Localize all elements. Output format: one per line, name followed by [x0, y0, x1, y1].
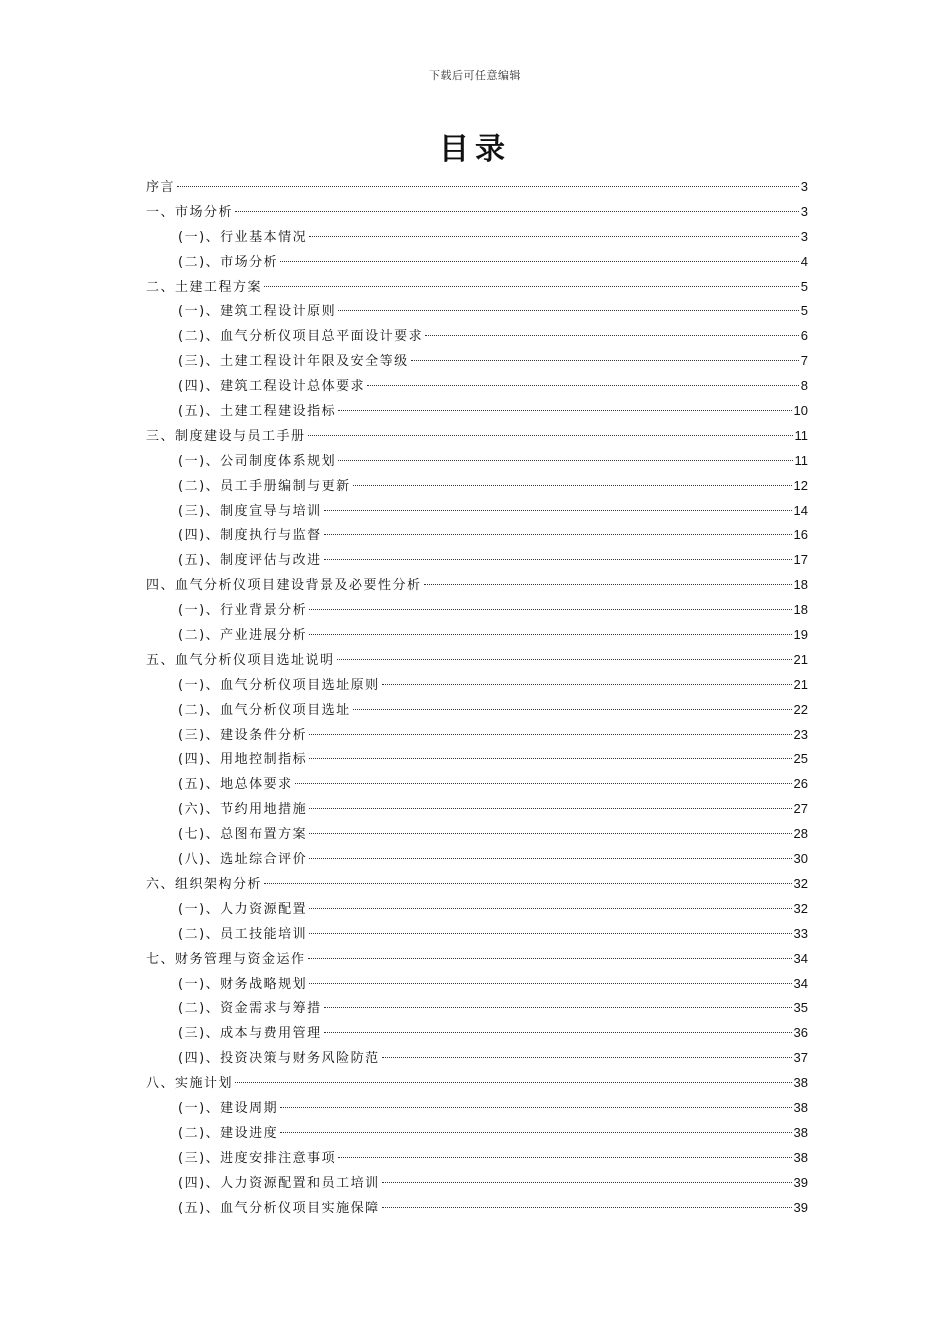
- toc-page-number: 28: [793, 826, 808, 842]
- toc-dot-leader: [382, 684, 792, 685]
- toc-page-number: 27: [793, 801, 808, 817]
- toc-page-number: 32: [793, 875, 808, 891]
- toc-dot-leader: [309, 808, 791, 809]
- toc-entry-text: (一)、人力资源配置: [178, 901, 308, 917]
- toc-title: 目录: [439, 132, 511, 167]
- toc-page-number: 38: [793, 1075, 808, 1091]
- toc-entry[interactable]: [146, 324, 808, 349]
- toc-entry-text: (二)、产业进展分析: [178, 628, 308, 644]
- toc-entry-text: (三)、建设条件分析: [178, 727, 308, 743]
- toc-entry-text: 二、土建工程方案: [146, 279, 263, 295]
- toc-page-number: 8: [800, 378, 808, 394]
- toc-entry[interactable]: [146, 1171, 808, 1196]
- toc-dot-leader: [309, 833, 791, 834]
- toc-page-number: 12: [793, 477, 808, 493]
- toc-dot-leader: [324, 510, 792, 511]
- toc-entry-text: (一)、财务战略规划: [178, 976, 308, 992]
- toc-dot-leader: [411, 360, 799, 361]
- toc-entry-text: 六、组织架构分析: [146, 876, 263, 892]
- toc-page-number: 37: [793, 1050, 808, 1066]
- toc-entry[interactable]: [146, 698, 808, 723]
- toc-entry-text: (六)、节约用地措施: [178, 802, 308, 818]
- toc-entry[interactable]: [146, 1196, 808, 1221]
- toc-list: [146, 175, 808, 1220]
- toc-page-number: 38: [793, 1149, 808, 1165]
- toc-entry-text: 三、制度建设与员工手册: [146, 428, 306, 444]
- toc-page-number: 23: [793, 726, 808, 742]
- toc-entry[interactable]: [146, 250, 808, 275]
- toc-entry-text: (一)、行业基本情况: [178, 229, 308, 245]
- toc-dot-leader: [309, 908, 791, 909]
- toc-entry[interactable]: [146, 349, 808, 374]
- toc-entry-text: (五)、制度评估与改进: [178, 553, 322, 569]
- toc-entry-text: (二)、市场分析: [178, 254, 279, 270]
- toc-page-number: 38: [793, 1124, 808, 1140]
- toc-dot-leader: [235, 211, 799, 212]
- toc-page-number: 39: [793, 1174, 808, 1190]
- toc-dot-leader: [324, 1007, 792, 1008]
- toc-entry-text: (五)、地总体要求: [178, 777, 293, 793]
- toc-page-number: 3: [800, 228, 808, 244]
- toc-dot-leader: [309, 858, 791, 859]
- toc-dot-leader: [177, 186, 799, 187]
- toc-entry-text: (一)、建筑工程设计原则: [178, 304, 337, 320]
- toc-dot-leader: [309, 734, 791, 735]
- toc-page-number: 35: [793, 1000, 808, 1016]
- toc-dot-leader: [338, 310, 799, 311]
- toc-entry-text: (八)、选址综合评价: [178, 852, 308, 868]
- toc-entry-text: 八、实施计划: [146, 1076, 234, 1092]
- toc-entry-text: (四)、制度执行与监督: [178, 528, 322, 544]
- toc-entry-text: (四)、建筑工程设计总体要求: [178, 379, 366, 395]
- toc-dot-leader: [264, 883, 792, 884]
- toc-page-number: 36: [793, 1025, 808, 1041]
- toc-entry-text: (一)、行业背景分析: [178, 603, 308, 619]
- toc-page-number: 4: [800, 253, 808, 269]
- toc-dot-leader: [353, 709, 792, 710]
- toc-entry[interactable]: [146, 847, 808, 872]
- toc-dot-leader: [309, 236, 799, 237]
- toc-entry[interactable]: [146, 275, 808, 300]
- toc-entry-text: 五、血气分析仪项目选址说明: [146, 652, 335, 668]
- toc-entry-text: (七)、总图布置方案: [178, 827, 308, 843]
- toc-page-number: 11: [794, 427, 808, 443]
- toc-page-number: 19: [793, 627, 808, 643]
- toc-entry[interactable]: [146, 772, 808, 797]
- toc-entry-text: (二)、血气分析仪项目总平面设计要求: [178, 329, 424, 345]
- toc-entry[interactable]: [146, 548, 808, 573]
- toc-entry[interactable]: [146, 573, 808, 598]
- toc-dot-leader: [353, 485, 792, 486]
- toc-dot-leader: [280, 1132, 791, 1133]
- toc-entry[interactable]: [146, 822, 808, 847]
- toc-entry[interactable]: [146, 897, 808, 922]
- toc-dot-leader: [309, 634, 791, 635]
- toc-entry[interactable]: [146, 1146, 808, 1171]
- toc-entry[interactable]: [146, 175, 808, 200]
- toc-dot-leader: [324, 559, 792, 560]
- toc-dot-leader: [280, 261, 799, 262]
- toc-dot-leader: [308, 958, 792, 959]
- toc-entry-text: (二)、建设进度: [178, 1125, 279, 1141]
- toc-entry[interactable]: [146, 1021, 808, 1046]
- toc-entry[interactable]: [146, 996, 808, 1021]
- toc-page-number: 33: [793, 925, 808, 941]
- toc-entry-text: (四)、用地控制指标: [178, 752, 308, 768]
- toc-page-number: 26: [793, 776, 808, 792]
- toc-entry[interactable]: [146, 424, 808, 449]
- toc-entry[interactable]: [146, 200, 808, 225]
- toc-entry-text: (二)、血气分析仪项目选址: [178, 702, 351, 718]
- toc-entry[interactable]: [146, 723, 808, 748]
- toc-page-number: 39: [793, 1199, 808, 1215]
- toc-entry[interactable]: [146, 747, 808, 772]
- toc-dot-leader: [338, 460, 792, 461]
- toc-entry[interactable]: [146, 449, 808, 474]
- toc-entry[interactable]: [146, 598, 808, 623]
- toc-page-number: 34: [793, 950, 808, 966]
- toc-entry-text: (二)、员工手册编制与更新: [178, 478, 351, 494]
- toc-entry[interactable]: [146, 474, 808, 499]
- toc-entry[interactable]: [146, 499, 808, 524]
- toc-entry[interactable]: [146, 523, 808, 548]
- toc-page-number: 16: [793, 527, 808, 543]
- toc-entry[interactable]: [146, 648, 808, 673]
- toc-entry-text: (三)、进度安排注意事项: [178, 1150, 337, 1166]
- toc-dot-leader: [424, 584, 792, 585]
- toc-dot-leader: [235, 1082, 792, 1083]
- toc-entry-text: (二)、员工技能培训: [178, 926, 308, 942]
- toc-page-number: 18: [793, 602, 808, 618]
- toc-page-number: 18: [793, 577, 808, 593]
- toc-entry-text: 七、财务管理与资金运作: [146, 951, 306, 967]
- toc-entry[interactable]: [146, 623, 808, 648]
- toc-entry[interactable]: [146, 399, 808, 424]
- toc-entry[interactable]: [146, 673, 808, 698]
- toc-page-number: 22: [793, 701, 808, 717]
- toc-entry-text: (四)、投资决策与财务风险防范: [178, 1051, 380, 1067]
- toc-page-number: 11: [794, 452, 808, 468]
- toc-page-number: 17: [793, 552, 808, 568]
- toc-page-number: 10: [793, 403, 808, 419]
- toc-page-number: 14: [793, 502, 808, 518]
- toc-dot-leader: [309, 933, 791, 934]
- toc-entry[interactable]: [146, 797, 808, 822]
- page-header: 下载后可任意编辑: [429, 69, 521, 82]
- toc-entry[interactable]: [146, 947, 808, 972]
- toc-page-number: 5: [800, 303, 808, 319]
- toc-entry-text: (一)、建设周期: [178, 1100, 279, 1116]
- toc-page-number: 25: [793, 751, 808, 767]
- toc-dot-leader: [338, 410, 791, 411]
- toc-page-number: 21: [793, 651, 808, 667]
- toc-entry-text: (四)、人力资源配置和员工培训: [178, 1175, 380, 1191]
- toc-dot-leader: [338, 1157, 791, 1158]
- toc-dot-leader: [425, 335, 799, 336]
- toc-entry-text: 一、市场分析: [146, 204, 234, 220]
- toc-page-number: 32: [793, 900, 808, 916]
- toc-entry[interactable]: [146, 1096, 808, 1121]
- toc-entry-text: (五)、土建工程建设指标: [178, 404, 337, 420]
- toc-entry[interactable]: [146, 1121, 808, 1146]
- toc-dot-leader: [309, 983, 791, 984]
- toc-page-number: 7: [800, 353, 808, 369]
- toc-dot-leader: [309, 609, 791, 610]
- toc-dot-leader: [309, 758, 791, 759]
- toc-dot-leader: [337, 659, 792, 660]
- toc-page-number: 34: [793, 975, 808, 991]
- toc-dot-leader: [295, 783, 792, 784]
- toc-page-number: 3: [800, 179, 808, 194]
- toc-dot-leader: [280, 1107, 791, 1108]
- toc-page-number: 30: [793, 851, 808, 867]
- toc-dot-leader: [382, 1182, 792, 1183]
- toc-entry-text: (三)、成本与费用管理: [178, 1026, 322, 1042]
- toc-page-number: 3: [800, 203, 808, 219]
- toc-page-number: 5: [800, 278, 808, 294]
- toc-entry[interactable]: [146, 225, 808, 250]
- toc-entry[interactable]: [146, 872, 808, 897]
- toc-dot-leader: [264, 286, 799, 287]
- toc-entry-text: 四、血气分析仪项目建设背景及必要性分析: [146, 578, 422, 594]
- toc-dot-leader: [382, 1207, 792, 1208]
- toc-entry-text: (五)、血气分析仪项目实施保障: [178, 1200, 380, 1216]
- toc-entry-text: (三)、土建工程设计年限及安全等级: [178, 354, 409, 370]
- toc-entry-text: (一)、血气分析仪项目选址原则: [178, 677, 380, 693]
- toc-page-number: 6: [800, 328, 808, 344]
- toc-entry[interactable]: [146, 299, 808, 324]
- toc-page-number: 21: [793, 676, 808, 692]
- toc-entry[interactable]: [146, 374, 808, 399]
- toc-dot-leader: [324, 534, 792, 535]
- toc-page-number: 38: [793, 1099, 808, 1115]
- toc-entry-text: (一)、公司制度体系规划: [178, 453, 337, 469]
- toc-entry[interactable]: [146, 1071, 808, 1096]
- toc-entry-text: 序言: [146, 180, 176, 195]
- toc-dot-leader: [382, 1057, 792, 1058]
- toc-entry-text: (三)、制度宣导与培训: [178, 503, 322, 519]
- toc-dot-leader: [308, 435, 793, 436]
- toc-entry-text: (二)、资金需求与筹措: [178, 1001, 322, 1017]
- toc-entry[interactable]: [146, 922, 808, 947]
- toc-dot-leader: [324, 1032, 792, 1033]
- toc-dot-leader: [367, 385, 799, 386]
- toc-entry[interactable]: [146, 1046, 808, 1071]
- toc-entry[interactable]: [146, 972, 808, 997]
